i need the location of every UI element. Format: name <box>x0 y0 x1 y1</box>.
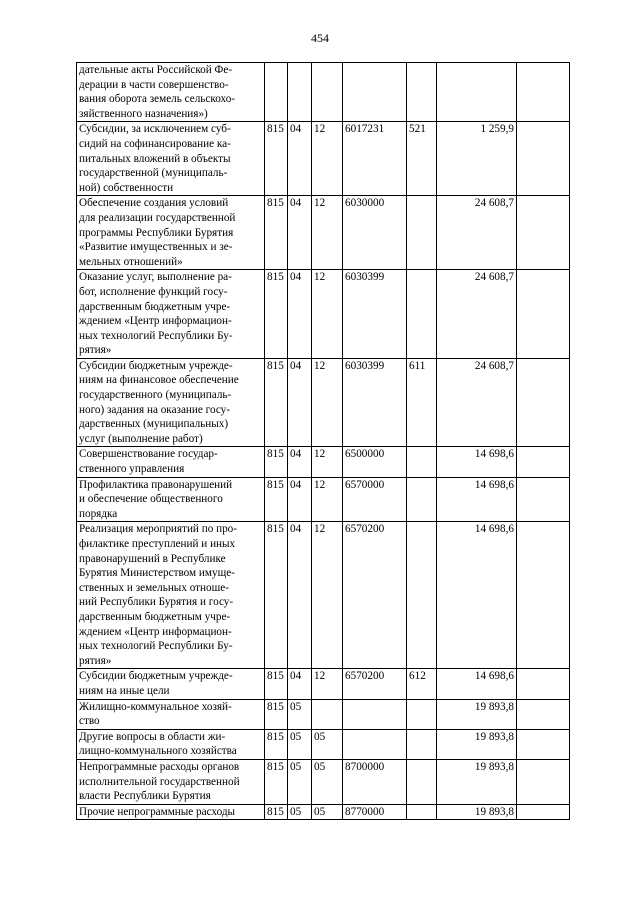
row-ved: 815 <box>265 729 288 759</box>
row-extra <box>517 522 570 669</box>
row-rz: 04 <box>288 669 312 699</box>
row-csr <box>343 729 407 759</box>
row-csr: 8770000 <box>343 804 407 820</box>
row-extra <box>517 447 570 477</box>
row-amount: 1 259,9 <box>437 122 517 196</box>
row-csr: 6017231 <box>343 122 407 196</box>
row-rz <box>288 63 312 122</box>
row-name: Оказание услуг, выполнение ра- бот, исполнение функций госу- дарственным бюджетным учре- ждением «Центр информацион- ных технологий Республики Бу- рятия» <box>77 270 265 359</box>
row-rz: 04 <box>288 447 312 477</box>
table-row <box>77 522 570 669</box>
row-pr: 12 <box>312 669 343 699</box>
row-name: Субсидии бюджетным учрежде- ниям на финансовое обеспечение государственного (муниципаль- ного) задания на оказание госу- дарственных (муниципальных) услуг (выполнение работ) <box>77 358 265 447</box>
row-name: Субсидии бюджетным учрежде- ниям на иные цели <box>77 669 265 699</box>
row-csr: 6570200 <box>343 522 407 669</box>
row-csr: 8700000 <box>343 759 407 804</box>
table-row <box>77 477 570 522</box>
row-csr: 6570200 <box>343 669 407 699</box>
row-extra <box>517 669 570 699</box>
row-name: Обеспечение создания условий для реализации государственной программы Республики Бурятия «Развитие имущественных и зе- мельных отношений» <box>77 196 265 270</box>
row-csr: 6500000 <box>343 447 407 477</box>
row-name: Другие вопросы в области жи- лищно-коммунального хозяйства <box>77 729 265 759</box>
row-rz: 04 <box>288 358 312 447</box>
row-csr: 6570000 <box>343 477 407 522</box>
row-name: Профилактика правонарушений и обеспечение общественного порядка <box>77 477 265 522</box>
row-ved: 815 <box>265 477 288 522</box>
row-vr <box>407 804 437 820</box>
row-pr: 05 <box>312 759 343 804</box>
row-vr: 611 <box>407 358 437 447</box>
table-row <box>77 804 570 820</box>
row-ved: 815 <box>265 447 288 477</box>
row-amount <box>437 63 517 122</box>
row-ved: 815 <box>265 122 288 196</box>
table-row <box>77 196 570 270</box>
row-name: Непрограммные расходы органов исполнительной государственной власти Республики Бурятия <box>77 759 265 804</box>
row-extra <box>517 804 570 820</box>
row-rz: 05 <box>288 759 312 804</box>
row-amount: 14 698,6 <box>437 477 517 522</box>
row-pr: 12 <box>312 270 343 359</box>
budget-table-body <box>77 63 570 820</box>
row-rz: 05 <box>288 729 312 759</box>
row-name: Реализация мероприятий по про- филактике преступлений и иных правонарушений в Республике Бурятия Министерством имуще- ственных и земельных отноше- ний Республики Бурятия и госу- дарственным бюджетным учре- ждением «Центр информацион- ных технологий Республики Бу- рятия» <box>77 522 265 669</box>
row-csr: 6030000 <box>343 196 407 270</box>
row-vr <box>407 270 437 359</box>
budget-table <box>76 62 570 820</box>
row-ved <box>265 63 288 122</box>
table-row <box>77 759 570 804</box>
row-csr <box>343 699 407 729</box>
row-rz: 04 <box>288 122 312 196</box>
row-extra <box>517 729 570 759</box>
row-extra <box>517 699 570 729</box>
row-vr <box>407 447 437 477</box>
row-amount: 14 698,6 <box>437 447 517 477</box>
row-vr <box>407 522 437 669</box>
row-ved: 815 <box>265 804 288 820</box>
row-amount: 19 893,8 <box>437 729 517 759</box>
row-ved: 815 <box>265 358 288 447</box>
row-name: дательные акты Российской Фе- дерации в части совершенство- вания оборота земель сельскохо- зяйственного назначения») <box>77 63 265 122</box>
row-vr <box>407 196 437 270</box>
row-vr: 612 <box>407 669 437 699</box>
row-amount: 14 698,6 <box>437 669 517 699</box>
row-rz: 05 <box>288 804 312 820</box>
row-amount: 24 608,7 <box>437 196 517 270</box>
row-name: Совершенствование государ- ственного управления <box>77 447 265 477</box>
row-csr: 6030399 <box>343 358 407 447</box>
table-row <box>77 358 570 447</box>
row-amount: 19 893,8 <box>437 804 517 820</box>
row-ved: 815 <box>265 699 288 729</box>
table-row <box>77 729 570 759</box>
row-pr: 12 <box>312 447 343 477</box>
row-rz: 04 <box>288 477 312 522</box>
row-pr: 12 <box>312 196 343 270</box>
table-row <box>77 447 570 477</box>
row-pr: 12 <box>312 522 343 669</box>
row-ved: 815 <box>265 270 288 359</box>
row-vr <box>407 477 437 522</box>
row-amount: 19 893,8 <box>437 699 517 729</box>
row-pr: 12 <box>312 477 343 522</box>
row-amount: 19 893,8 <box>437 759 517 804</box>
row-amount: 24 608,7 <box>437 270 517 359</box>
row-rz: 04 <box>288 196 312 270</box>
row-ved: 815 <box>265 196 288 270</box>
row-vr <box>407 729 437 759</box>
row-ved: 815 <box>265 759 288 804</box>
row-extra <box>517 196 570 270</box>
row-pr <box>312 699 343 729</box>
row-vr <box>407 759 437 804</box>
row-rz: 04 <box>288 270 312 359</box>
row-rz: 05 <box>288 699 312 729</box>
row-extra <box>517 63 570 122</box>
table-row <box>77 270 570 359</box>
row-amount: 14 698,6 <box>437 522 517 669</box>
row-name: Жилищно-коммунальное хозяй- ство <box>77 699 265 729</box>
row-vr <box>407 699 437 729</box>
row-name: Прочие непрограммные расходы <box>77 804 265 820</box>
row-pr <box>312 63 343 122</box>
row-pr: 12 <box>312 122 343 196</box>
row-extra <box>517 122 570 196</box>
row-amount: 24 608,7 <box>437 358 517 447</box>
row-ved: 815 <box>265 669 288 699</box>
row-rz: 04 <box>288 522 312 669</box>
row-extra <box>517 358 570 447</box>
row-extra <box>517 759 570 804</box>
table-row <box>77 122 570 196</box>
row-vr <box>407 63 437 122</box>
row-extra <box>517 270 570 359</box>
row-csr: 6030399 <box>343 270 407 359</box>
row-extra <box>517 477 570 522</box>
table-row <box>77 699 570 729</box>
row-vr: 521 <box>407 122 437 196</box>
row-pr: 05 <box>312 804 343 820</box>
table-row <box>77 63 570 122</box>
page-number: 454 <box>311 31 329 45</box>
row-ved: 815 <box>265 522 288 669</box>
row-pr: 12 <box>312 358 343 447</box>
row-name: Субсидии, за исключением суб- сидий на софинансирование ка- питальных вложений в объекты государственной (муниципаль- ной) собственности <box>77 122 265 196</box>
row-pr: 05 <box>312 729 343 759</box>
row-csr <box>343 63 407 122</box>
table-row <box>77 669 570 699</box>
